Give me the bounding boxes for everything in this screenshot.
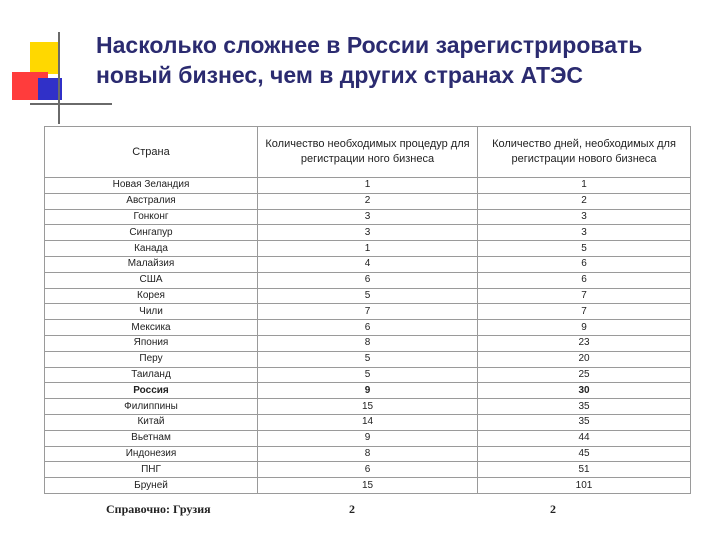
cell-country: Корея [45,288,258,304]
cell-days: 3 [478,209,691,225]
cell-procedures: 6 [258,272,478,288]
table-row [45,430,691,446]
table-row [45,272,691,288]
cell-country: Бруней [45,478,258,494]
cell-procedures: 5 [258,351,478,367]
cell-days: 35 [478,414,691,430]
cell-country: Индонезия [45,446,258,462]
cell-days: 9 [478,320,691,336]
cell-procedures: 14 [258,414,478,430]
cell-days: 101 [478,478,691,494]
cell-procedures: 6 [258,462,478,478]
cell-procedures: 1 [258,178,478,194]
table-header-row [45,127,691,178]
cell-procedures: 6 [258,320,478,336]
cell-procedures: 5 [258,367,478,383]
table-row [45,304,691,320]
header-procedures: Количество необходимых процедур для регистрации ного бизнеса [258,127,478,178]
cell-country: Новая Зеландия [45,178,258,194]
header-country: Страна [45,127,258,178]
cell-country: Канада [45,241,258,257]
cell-procedures: 9 [258,383,478,399]
cell-country: Чили [45,304,258,320]
table-body [45,178,691,494]
cell-procedures: 1 [258,241,478,257]
slide-title-line-2: новый бизнес, чем в других странах АТЭС [96,62,584,88]
cell-country: Россия [45,383,258,399]
cell-days: 7 [478,304,691,320]
cell-country: Япония [45,335,258,351]
table-row [45,241,691,257]
table-row [45,446,691,462]
cell-country: Китай [45,414,258,430]
cell-days: 6 [478,272,691,288]
cell-country: Австралия [45,193,258,209]
slide-title-line-1: Насколько сложнее в России зарегистрировать [96,32,643,58]
table-row [45,225,691,241]
decor-vertical-line [58,32,60,124]
reference-label: Справочно: Грузия [106,502,211,516]
cell-days: 5 [478,241,691,257]
table-row [45,256,691,272]
decor-yellow-square [30,42,60,74]
cell-country: Сингапур [45,225,258,241]
cell-country: Филиппины [45,399,258,415]
cell-days: 20 [478,351,691,367]
table-row [45,178,691,194]
cell-country: Малайзия [45,256,258,272]
table-row [45,367,691,383]
cell-procedures: 15 [258,478,478,494]
cell-country: США [45,272,258,288]
table-row [45,462,691,478]
cell-country: Таиланд [45,367,258,383]
cell-procedures: 15 [258,399,478,415]
decor-horizontal-line [30,103,112,105]
cell-days: 35 [478,399,691,415]
table-row [45,478,691,494]
cell-procedures: 2 [258,193,478,209]
cell-days: 45 [478,446,691,462]
cell-procedures: 3 [258,209,478,225]
reference-row [44,502,690,520]
cell-days: 1 [478,178,691,194]
cell-days: 2 [478,193,691,209]
table-row [45,320,691,336]
cell-procedures: 8 [258,335,478,351]
cell-days: 23 [478,335,691,351]
header-days: Количество дней, необходимых для регистрации нового бизнеса [478,127,691,178]
table-row [45,399,691,415]
cell-country: Перу [45,351,258,367]
cell-days: 3 [478,225,691,241]
table-row [45,288,691,304]
cell-country: Гонконг [45,209,258,225]
cell-days: 6 [478,256,691,272]
cell-procedures: 9 [258,430,478,446]
cell-days: 7 [478,288,691,304]
business-registration-table [44,126,691,494]
cell-procedures: 4 [258,256,478,272]
cell-procedures: 8 [258,446,478,462]
cell-procedures: 5 [258,288,478,304]
cell-country: Вьетнам [45,430,258,446]
reference-procedures: 2 [349,502,355,516]
cell-days: 44 [478,430,691,446]
reference-days: 2 [550,502,556,516]
table-row [45,335,691,351]
cell-days: 51 [478,462,691,478]
table-row [45,414,691,430]
cell-days: 25 [478,367,691,383]
cell-procedures: 3 [258,225,478,241]
cell-procedures: 7 [258,304,478,320]
cell-country: Мексика [45,320,258,336]
cell-days: 30 [478,383,691,399]
cell-country: ПНГ [45,462,258,478]
table-row [45,383,691,399]
slide-title [96,30,706,90]
table-row [45,209,691,225]
table-row [45,193,691,209]
table-row [45,351,691,367]
